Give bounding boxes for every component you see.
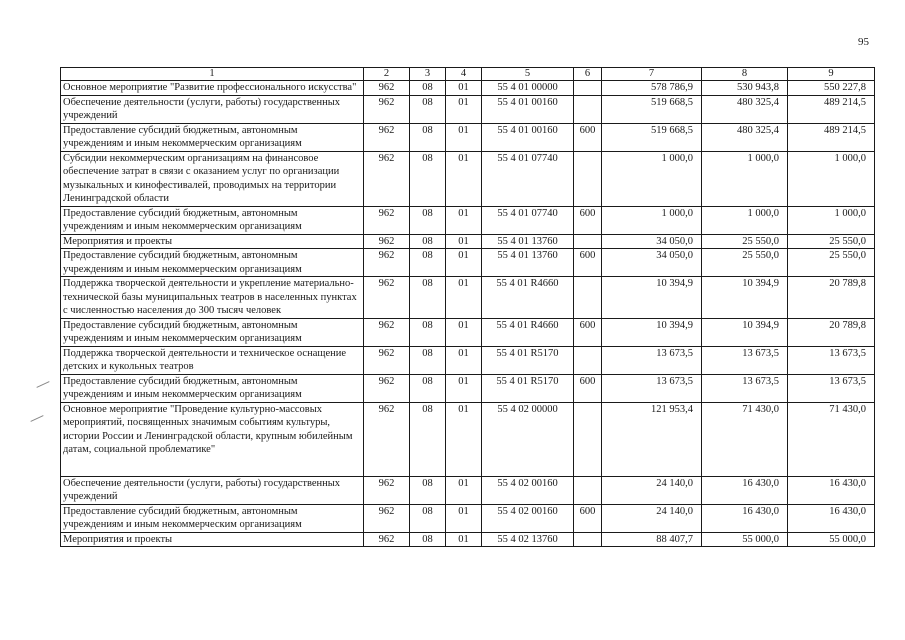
- code-type: 600: [574, 123, 602, 151]
- code-section: 08: [410, 476, 446, 504]
- value-col9: 13 673,5: [788, 346, 875, 374]
- code-type: 600: [574, 249, 602, 277]
- value-col8: 16 430,0: [702, 504, 788, 532]
- row-name: Поддержка творческой деятельности и техническое оснащение детских и кукольных театров: [61, 346, 364, 374]
- code-admin: 962: [364, 402, 410, 476]
- code-section: 08: [410, 532, 446, 547]
- code-type: [574, 532, 602, 547]
- code-admin: 962: [364, 206, 410, 234]
- value-col8: 10 394,9: [702, 318, 788, 346]
- value-col8: 13 673,5: [702, 346, 788, 374]
- code-target: 55 4 01 07740: [482, 151, 574, 206]
- value-col9: 55 000,0: [788, 532, 875, 547]
- row-name: Предоставление субсидий бюджетным, автономным учреждениям и иным некоммерческим организациям: [61, 504, 364, 532]
- code-section: 08: [410, 81, 446, 96]
- value-col7: 1 000,0: [602, 151, 702, 206]
- code-subsection: 01: [446, 402, 482, 476]
- value-col9: 550 227,8: [788, 81, 875, 96]
- code-subsection: 01: [446, 532, 482, 547]
- table-row: [61, 374, 875, 402]
- code-type: [574, 95, 602, 123]
- column-header: 3: [410, 68, 446, 81]
- code-subsection: 01: [446, 374, 482, 402]
- table-row: [61, 123, 875, 151]
- code-type: 600: [574, 374, 602, 402]
- table-row: [61, 234, 875, 249]
- value-col7: 13 673,5: [602, 374, 702, 402]
- code-admin: 962: [364, 346, 410, 374]
- value-col8: 13 673,5: [702, 374, 788, 402]
- value-col7: 24 140,0: [602, 476, 702, 504]
- code-subsection: 01: [446, 346, 482, 374]
- value-col8: 55 000,0: [702, 532, 788, 547]
- value-col7: 519 668,5: [602, 123, 702, 151]
- code-target: 55 4 01 R4660: [482, 277, 574, 319]
- code-target: 55 4 01 00160: [482, 95, 574, 123]
- value-col9: 489 214,5: [788, 123, 875, 151]
- code-section: 08: [410, 249, 446, 277]
- value-col9: 489 214,5: [788, 95, 875, 123]
- value-col9: 71 430,0: [788, 402, 875, 476]
- table-row: [61, 206, 875, 234]
- code-type: [574, 277, 602, 319]
- value-col9: 25 550,0: [788, 249, 875, 277]
- code-admin: 962: [364, 151, 410, 206]
- code-subsection: 01: [446, 249, 482, 277]
- row-name: Обеспечение деятельности (услуги, работы) государственных учреждений: [61, 476, 364, 504]
- code-type: [574, 81, 602, 96]
- table-row: [61, 81, 875, 96]
- value-col9: 20 789,8: [788, 277, 875, 319]
- code-target: 55 4 01 R5170: [482, 374, 574, 402]
- scan-mark: [30, 415, 43, 422]
- value-col7: 121 953,4: [602, 402, 702, 476]
- column-header: 7: [602, 68, 702, 81]
- code-target: 55 4 01 00160: [482, 123, 574, 151]
- table-row: [61, 318, 875, 346]
- code-admin: 962: [364, 81, 410, 96]
- code-target: 55 4 02 00160: [482, 476, 574, 504]
- value-col9: 13 673,5: [788, 374, 875, 402]
- scan-mark: [36, 381, 49, 388]
- value-col8: 10 394,9: [702, 277, 788, 319]
- value-col8: 530 943,8: [702, 81, 788, 96]
- value-col9: 16 430,0: [788, 504, 875, 532]
- row-name: Мероприятия и проекты: [61, 234, 364, 249]
- code-section: 08: [410, 504, 446, 532]
- table-row: [61, 346, 875, 374]
- code-subsection: 01: [446, 318, 482, 346]
- value-col8: 480 325,4: [702, 123, 788, 151]
- code-subsection: 01: [446, 81, 482, 96]
- value-col7: 1 000,0: [602, 206, 702, 234]
- code-subsection: 01: [446, 206, 482, 234]
- code-admin: 962: [364, 249, 410, 277]
- table-row: [61, 504, 875, 532]
- code-section: 08: [410, 346, 446, 374]
- row-name: Обеспечение деятельности (услуги, работы) государственных учреждений: [61, 95, 364, 123]
- value-col9: 25 550,0: [788, 234, 875, 249]
- code-subsection: 01: [446, 277, 482, 319]
- table-row: [61, 277, 875, 319]
- value-col7: 13 673,5: [602, 346, 702, 374]
- value-col8: 480 325,4: [702, 95, 788, 123]
- code-section: 08: [410, 123, 446, 151]
- value-col8: 25 550,0: [702, 249, 788, 277]
- value-col7: 10 394,9: [602, 318, 702, 346]
- code-target: 55 4 01 13760: [482, 234, 574, 249]
- value-col7: 24 140,0: [602, 504, 702, 532]
- row-name: Предоставление субсидий бюджетным, автономным учреждениям и иным некоммерческим организациям: [61, 374, 364, 402]
- code-subsection: 01: [446, 95, 482, 123]
- row-name: Предоставление субсидий бюджетным, автономным учреждениям и иным некоммерческим организациям: [61, 249, 364, 277]
- column-header: 6: [574, 68, 602, 81]
- row-name: Предоставление субсидий бюджетным, автономным учреждениям и иным некоммерческим организациям: [61, 206, 364, 234]
- code-section: 08: [410, 234, 446, 249]
- row-name: Поддержка творческой деятельности и укрепление материально-технической базы муниципальных театров в населенных пунктах с численностью населения до 300 тысяч человек: [61, 277, 364, 319]
- value-col9: 20 789,8: [788, 318, 875, 346]
- code-admin: 962: [364, 532, 410, 547]
- code-type: [574, 402, 602, 476]
- code-section: 08: [410, 402, 446, 476]
- value-col9: 1 000,0: [788, 206, 875, 234]
- column-header: 1: [61, 68, 364, 81]
- code-admin: 962: [364, 234, 410, 249]
- row-name: Основное мероприятие "Развитие профессионального искусства": [61, 81, 364, 96]
- row-name: Предоставление субсидий бюджетным, автономным учреждениям и иным некоммерческим организациям: [61, 318, 364, 346]
- code-type: 600: [574, 206, 602, 234]
- code-admin: 962: [364, 123, 410, 151]
- header-row: [61, 68, 875, 81]
- value-col7: 88 407,7: [602, 532, 702, 547]
- code-admin: 962: [364, 374, 410, 402]
- value-col7: 34 050,0: [602, 234, 702, 249]
- code-type: 600: [574, 504, 602, 532]
- value-col8: 1 000,0: [702, 151, 788, 206]
- code-subsection: 01: [446, 151, 482, 206]
- column-header: 9: [788, 68, 875, 81]
- code-target: 55 4 01 07740: [482, 206, 574, 234]
- row-name: Основное мероприятие "Проведение культурно-массовых мероприятий, посвященных значимым событиям культуры, истории России и Ленинградской области, крупным юбилейным датам, социальной проблематике": [61, 402, 364, 476]
- page-number: 95: [858, 36, 869, 48]
- value-col9: 16 430,0: [788, 476, 875, 504]
- code-admin: 962: [364, 95, 410, 123]
- code-subsection: 01: [446, 476, 482, 504]
- column-header: 8: [702, 68, 788, 81]
- table-row: [61, 402, 875, 476]
- code-section: 08: [410, 95, 446, 123]
- value-col7: 519 668,5: [602, 95, 702, 123]
- code-admin: 962: [364, 476, 410, 504]
- table-row: [61, 151, 875, 206]
- code-target: 55 4 02 00160: [482, 504, 574, 532]
- code-type: 600: [574, 318, 602, 346]
- value-col8: 25 550,0: [702, 234, 788, 249]
- code-section: 08: [410, 374, 446, 402]
- code-type: [574, 346, 602, 374]
- code-type: [574, 476, 602, 504]
- column-header: 2: [364, 68, 410, 81]
- code-target: 55 4 02 13760: [482, 532, 574, 547]
- column-header: 5: [482, 68, 574, 81]
- code-section: 08: [410, 151, 446, 206]
- code-admin: 962: [364, 318, 410, 346]
- value-col7: 10 394,9: [602, 277, 702, 319]
- table-row: [61, 249, 875, 277]
- code-target: 55 4 02 00000: [482, 402, 574, 476]
- code-subsection: 01: [446, 123, 482, 151]
- budget-table: [60, 67, 875, 547]
- code-target: 55 4 01 R5170: [482, 346, 574, 374]
- row-name: Мероприятия и проекты: [61, 532, 364, 547]
- code-type: [574, 234, 602, 249]
- code-target: 55 4 01 00000: [482, 81, 574, 96]
- row-name: Субсидии некоммерческим организациям на финансовое обеспечение затрат в связи с оказанием услуг по организации музыкальных и кинофестивалей, проводимых на территории Ленинградской области: [61, 151, 364, 206]
- column-header: 4: [446, 68, 482, 81]
- code-subsection: 01: [446, 504, 482, 532]
- value-col7: 578 786,9: [602, 81, 702, 96]
- table-row: [61, 532, 875, 547]
- code-admin: 962: [364, 504, 410, 532]
- table-row: [61, 476, 875, 504]
- value-col9: 1 000,0: [788, 151, 875, 206]
- code-type: [574, 151, 602, 206]
- row-name: Предоставление субсидий бюджетным, автономным учреждениям и иным некоммерческим организациям: [61, 123, 364, 151]
- code-subsection: 01: [446, 234, 482, 249]
- code-section: 08: [410, 318, 446, 346]
- code-section: 08: [410, 206, 446, 234]
- code-target: 55 4 01 13760: [482, 249, 574, 277]
- value-col8: 71 430,0: [702, 402, 788, 476]
- code-section: 08: [410, 277, 446, 319]
- value-col8: 1 000,0: [702, 206, 788, 234]
- code-target: 55 4 01 R4660: [482, 318, 574, 346]
- value-col8: 16 430,0: [702, 476, 788, 504]
- value-col7: 34 050,0: [602, 249, 702, 277]
- table-row: [61, 95, 875, 123]
- code-admin: 962: [364, 277, 410, 319]
